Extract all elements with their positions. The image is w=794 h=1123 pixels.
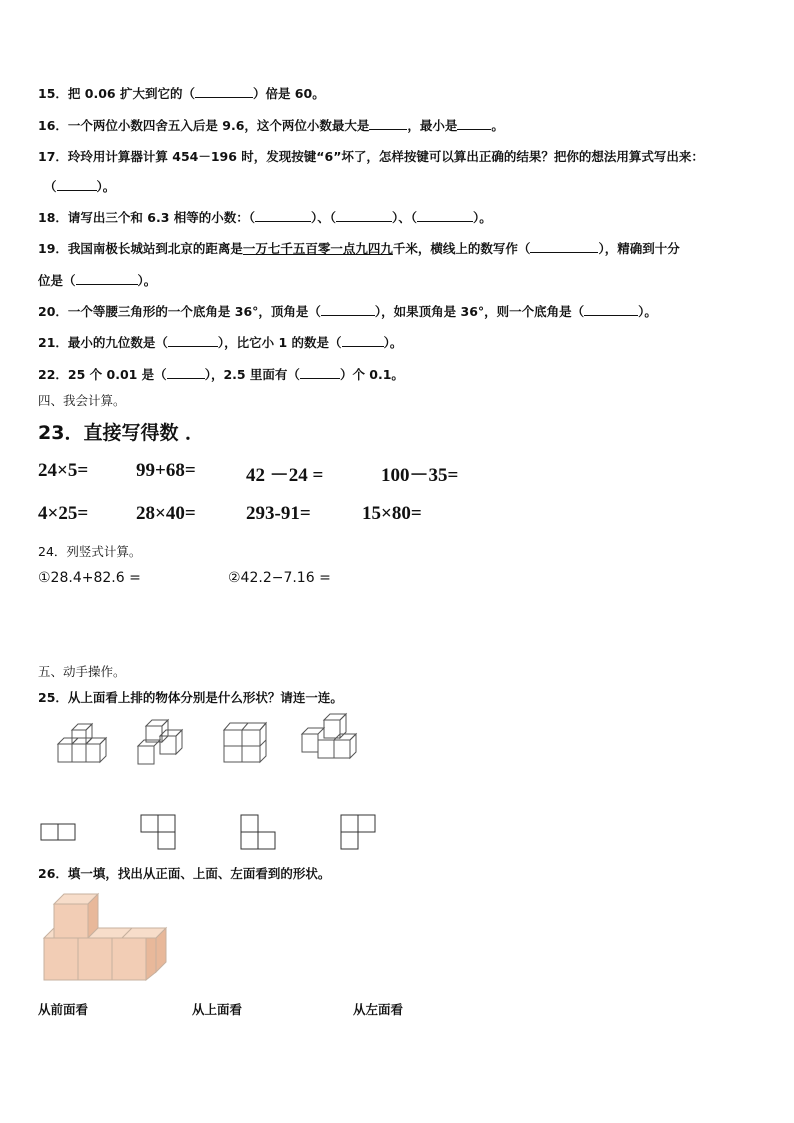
- underlined-number: 一万七千五百零一点九四九: [242, 241, 393, 256]
- top-view-shape-3[interactable]: [240, 814, 276, 850]
- question-17-answer: （ ）。: [44, 179, 116, 194]
- question-17: 17．玲玲用计算器计算 454－196 时，发现按键“6”坏了，怎样按键可以算出正确的结果？把你的想法用算式写出来：: [38, 149, 704, 164]
- vertical-calc-1: ①28.4+82.6 =: [38, 570, 141, 586]
- calc-item: 24×5=: [38, 460, 89, 481]
- section-heading-5: 五、动手操作。: [38, 664, 126, 679]
- top-view-shape-4[interactable]: [340, 814, 376, 850]
- top-view-shape-1[interactable]: [40, 822, 76, 842]
- answer-blank[interactable]: [57, 178, 97, 191]
- answer-blank[interactable]: [300, 366, 340, 379]
- answer-blank[interactable]: [342, 334, 384, 347]
- question-18: 18．请写出三个和 6.3 相等的小数：（ ）、（ ）、（ ）。: [38, 210, 492, 225]
- question-20: 20．一个等腰三角形的一个底角是 36°，顶角是（ ），如果顶角是 36°，则一个底角是（ ）。: [38, 304, 657, 319]
- calc-item: 293-91=: [246, 503, 311, 524]
- answer-blank[interactable]: [457, 117, 491, 130]
- answer-blank[interactable]: [321, 303, 375, 316]
- question-16: 16．一个两位小数四舍五入后是 9.6，这个两位小数最大是 ，最小是 。: [38, 118, 504, 133]
- calc-item: 100－35=: [381, 465, 459, 486]
- question-19-cont: 位是（ ）。: [38, 273, 157, 288]
- section-heading-4: 四、我会计算。: [38, 393, 126, 408]
- answer-blank[interactable]: [369, 117, 407, 130]
- cube-stack-figure-4[interactable]: [300, 712, 356, 766]
- answer-blank[interactable]: [255, 209, 311, 222]
- question-25-title: 25．从上面看上排的物体分别是什么形状？请连一连。: [38, 690, 343, 705]
- answer-blank[interactable]: [530, 240, 598, 253]
- top-view-shape-2[interactable]: [140, 814, 176, 850]
- cube-stack-figure-1[interactable]: [52, 726, 112, 770]
- cube-stack-figure-2[interactable]: [136, 718, 192, 768]
- question-26-title: 26．填一填，找出从正面、上面、左面看到的形状。: [38, 866, 331, 881]
- answer-blank[interactable]: [584, 303, 638, 316]
- colored-cube-stack: [42, 890, 168, 984]
- answer-blank[interactable]: [76, 272, 138, 285]
- question-19: 19．我国南极长城站到北京的距离是一万七千五百零一点九四九千米，横线上的数写作（ ），精确到十分: [38, 241, 680, 256]
- question-21: 21．最小的九位数是（ ），比它小 1 的数是（ ）。: [38, 335, 403, 350]
- question-15: 15．把 0.06 扩大到它的（ ）倍是 60。: [38, 86, 325, 101]
- answer-blank[interactable]: [195, 85, 253, 98]
- calc-item: 15×80=: [362, 503, 422, 524]
- answer-blank[interactable]: [336, 209, 392, 222]
- cube-stack-figure-3[interactable]: [222, 720, 270, 766]
- vertical-calc-2: ②42.2−7.16 =: [228, 570, 331, 586]
- question-24-title: 24．列竖式计算。: [38, 544, 142, 559]
- answer-blank[interactable]: [168, 334, 218, 347]
- answer-blank[interactable]: [417, 209, 473, 222]
- question-22: 22．25 个 0.01 是（ ），2.5 里面有（ ）个 0.1。: [38, 367, 404, 382]
- answer-blank[interactable]: [167, 366, 205, 379]
- view-label-front: 从前面看: [38, 1002, 89, 1017]
- view-label-top: 从上面看: [192, 1002, 243, 1017]
- calc-item: 42 －24 =: [246, 465, 324, 486]
- calc-item: 28×40=: [136, 503, 196, 524]
- calc-item: 99+68=: [136, 460, 196, 481]
- view-label-left: 从左面看: [353, 1002, 404, 1017]
- calc-item: 4×25=: [38, 503, 89, 524]
- question-23-title: 23．直接写得数 ．: [38, 422, 205, 444]
